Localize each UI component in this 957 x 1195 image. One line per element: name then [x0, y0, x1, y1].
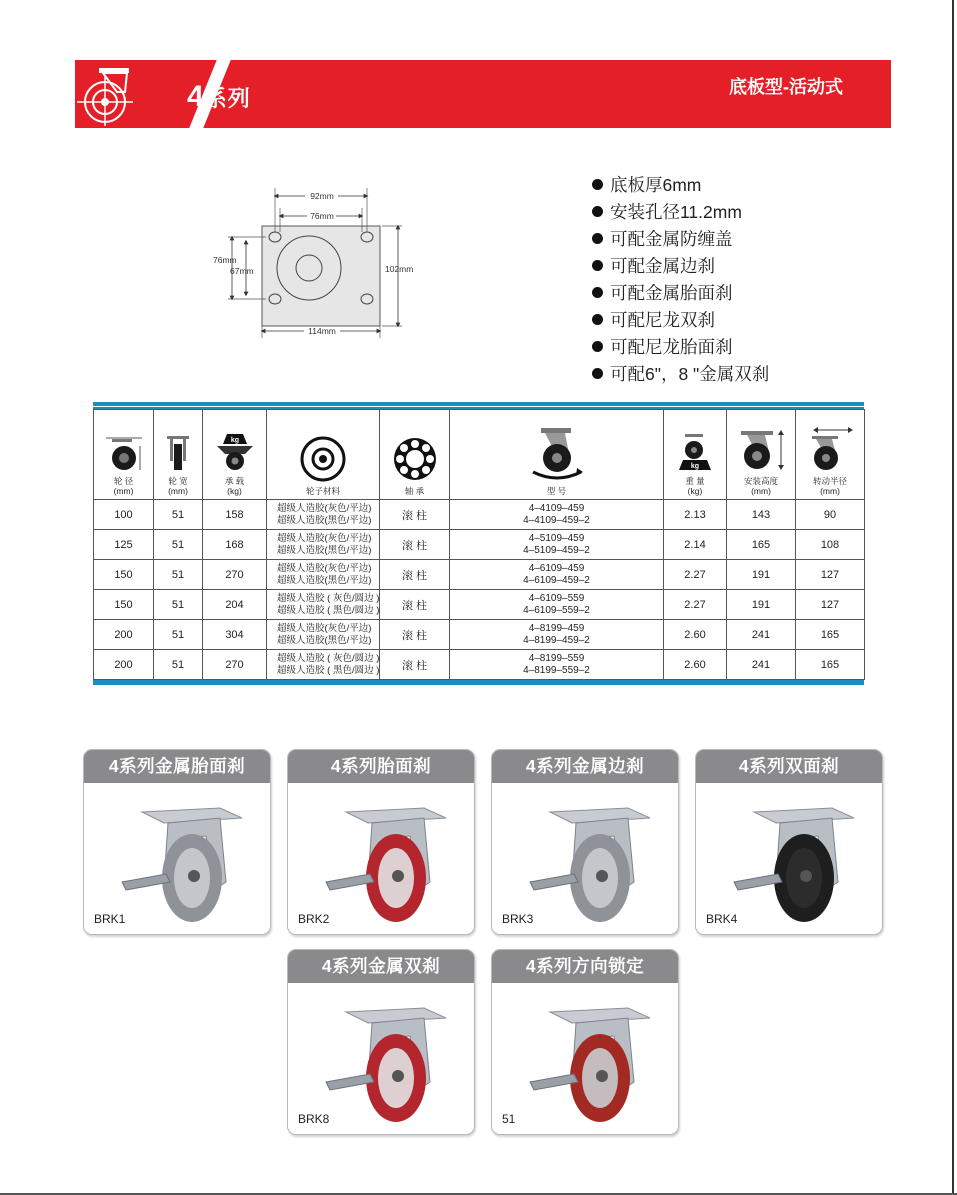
feature-item	[592, 361, 769, 388]
axle-nut-shape	[188, 870, 200, 882]
feature-item	[592, 307, 769, 334]
cell-load: 270	[203, 650, 267, 680]
model-number: 4–8199–459	[528, 622, 585, 634]
top-plate-shape	[262, 226, 380, 326]
product-code: BRK1	[94, 912, 126, 926]
cell-width: 51	[154, 560, 203, 590]
axle-nut-shape	[392, 1070, 404, 1082]
cell-bearing: 滚 柱	[380, 620, 450, 650]
cell-load: 304	[203, 620, 267, 650]
bullet-icon	[592, 233, 603, 244]
material-line: 超级人造胶(灰色/平边)	[277, 532, 372, 544]
cell-diameter: 150	[94, 560, 154, 590]
top-plate-dimension-diagram	[212, 180, 427, 342]
material-line: 超级人造胶(灰色/平边)	[277, 622, 372, 634]
feature-text: 可配尼龙胎面刹	[610, 337, 733, 357]
cell-height: 143	[727, 500, 796, 530]
cell-bearing: 滚 柱	[380, 560, 450, 590]
caster-with-brake-photo	[306, 790, 466, 930]
material-line: 超级人造胶(灰色/平边)	[277, 562, 372, 574]
series-title	[187, 77, 251, 119]
cell-bearing: 滚 柱	[380, 530, 450, 560]
page-edge-right	[952, 0, 954, 1195]
cell-bearing: 滚 柱	[380, 650, 450, 680]
mounting-height-icon	[735, 428, 787, 472]
cell-model	[450, 560, 664, 590]
cell-weight: 2.14	[664, 530, 727, 560]
feature-text: 可配金属胎面刹	[610, 283, 733, 303]
cell-radius: 165	[796, 620, 865, 650]
feature-item	[592, 226, 769, 253]
table-top-rule	[93, 402, 864, 406]
product-card[interactable]	[491, 749, 679, 935]
cell-weight: 2.13	[664, 500, 727, 530]
cell-model	[450, 500, 664, 530]
bullet-icon	[592, 314, 603, 325]
swivel-radius-icon	[804, 426, 856, 472]
model-number: 4–8199–559–2	[523, 664, 590, 676]
cell-bearing: 滚 柱	[380, 500, 450, 530]
model-number: 4–8199–459–2	[523, 634, 590, 646]
bullet-icon	[592, 179, 603, 190]
header-diameter	[94, 410, 154, 500]
cell-load: 158	[203, 500, 267, 530]
header-radius	[796, 410, 865, 500]
feature-text: 可配金属边刹	[610, 256, 715, 276]
cell-height: 191	[727, 590, 796, 620]
axle-nut-shape	[596, 870, 608, 882]
caster-with-brake-photo	[306, 990, 466, 1130]
header-weight-unit: (kg)	[687, 486, 703, 496]
table-row	[94, 560, 865, 590]
axle-nut-shape	[392, 870, 404, 882]
cell-radius: 127	[796, 560, 865, 590]
wheel-width-icon	[162, 432, 194, 472]
model-number: 4–6109–559–2	[523, 604, 590, 616]
header-load	[203, 410, 267, 500]
material-line: 超级人造胶 ( 灰色/圆边 )	[277, 592, 380, 604]
dim-76mm-horizontal: 76mm	[310, 211, 334, 221]
cell-radius: 127	[796, 590, 865, 620]
cell-load: 204	[203, 590, 267, 620]
table-row	[94, 620, 865, 650]
product-card[interactable]	[287, 749, 475, 935]
header-width-label: 轮 宽	[168, 476, 188, 486]
feature-item	[592, 253, 769, 280]
model-number: 4–5109–459–2	[523, 544, 590, 556]
cell-diameter: 125	[94, 530, 154, 560]
product-title: 4系列双面刹	[696, 750, 882, 783]
cell-material	[267, 620, 380, 650]
product-code: BRK4	[706, 912, 738, 926]
caster-with-brake-photo	[714, 790, 874, 930]
cell-width: 51	[154, 620, 203, 650]
cell-height: 241	[727, 650, 796, 680]
product-title: 4系列金属边刹	[492, 750, 678, 783]
product-card[interactable]	[287, 949, 475, 1135]
table-bottom-rule	[93, 680, 864, 685]
caster-logo-icon	[77, 62, 141, 126]
caster-weight-icon	[675, 432, 715, 472]
cell-width: 51	[154, 590, 203, 620]
header-height-unit: (mm)	[751, 486, 771, 496]
feature-text: 可配金属防缠盖	[610, 229, 733, 249]
bullet-icon	[592, 368, 603, 379]
cell-diameter: 150	[94, 590, 154, 620]
series-suffix: 系列	[204, 86, 251, 111]
series-number: 4	[187, 80, 205, 113]
dim-67mm: 67mm	[230, 266, 254, 276]
header-material	[267, 410, 380, 500]
dim-76mm-vertical: 76mm	[213, 255, 237, 265]
cell-model	[450, 620, 664, 650]
material-line: 超级人造胶(黑色/平边)	[277, 514, 372, 526]
cell-radius: 108	[796, 530, 865, 560]
header-radius-label: 转动半径	[812, 476, 847, 486]
product-card[interactable]	[695, 749, 883, 935]
header-load-unit: (kg)	[227, 486, 242, 496]
feature-item	[592, 280, 769, 307]
product-code: BRK8	[298, 1112, 330, 1126]
table-row	[94, 530, 865, 560]
cell-material	[267, 530, 380, 560]
header-model	[450, 410, 664, 500]
dim-92mm: 92mm	[310, 191, 334, 201]
table-row	[94, 650, 865, 680]
material-line: 超级人造胶(黑色/平边)	[277, 634, 372, 646]
feature-list	[592, 172, 769, 388]
product-code: BRK2	[298, 912, 330, 926]
cell-weight: 2.27	[664, 560, 727, 590]
cell-height: 165	[727, 530, 796, 560]
header-weight	[664, 410, 727, 500]
caster-with-brake-photo	[102, 790, 262, 930]
header-diameter-label: 轮 径	[113, 476, 134, 486]
header-radius-unit: (mm)	[820, 486, 840, 496]
model-number: 4–8199–559	[528, 652, 585, 664]
header-width-unit: (mm)	[168, 486, 188, 496]
cell-weight: 2.27	[664, 590, 727, 620]
bullet-icon	[592, 287, 603, 298]
header-diameter-unit: (mm)	[113, 486, 134, 496]
product-card[interactable]	[83, 749, 271, 935]
feature-text: 可配尼龙双刹	[610, 310, 715, 330]
product-title: 4系列金属胎面刹	[84, 750, 270, 783]
header-width	[154, 410, 203, 500]
header-weight-label: 重 量	[685, 476, 705, 486]
header-model-label: 型 号	[546, 486, 567, 496]
cell-radius: 165	[796, 650, 865, 680]
axle-nut-shape	[596, 1070, 608, 1082]
cell-height: 241	[727, 620, 796, 650]
feature-text: 可配6"，8 "金属双刹	[610, 364, 770, 384]
cell-model	[450, 590, 664, 620]
weight-kg-label: kg	[690, 463, 700, 470]
feature-item	[592, 199, 769, 226]
cell-material	[267, 560, 380, 590]
bullet-icon	[592, 260, 603, 271]
cell-diameter: 200	[94, 650, 154, 680]
cell-load: 168	[203, 530, 267, 560]
header-material-label: 轮子材料	[305, 486, 340, 496]
wheel-material-icon	[300, 436, 346, 482]
model-number: 4–6109–459–2	[523, 574, 590, 586]
header-height-label: 安装高度	[743, 476, 778, 486]
feature-text: 安装孔径11.2mm	[610, 202, 742, 222]
roller-bearing-icon	[392, 436, 438, 482]
cell-material	[267, 500, 380, 530]
spec-table-container	[93, 402, 864, 685]
material-line: 超级人造胶(黑色/平边)	[277, 574, 372, 586]
feature-text: 底板厚6mm	[610, 175, 702, 195]
table-row	[94, 590, 865, 620]
material-line: 超级人造胶 ( 黑色/圆边 )	[277, 664, 380, 676]
cell-weight: 2.60	[664, 650, 727, 680]
cell-weight: 2.60	[664, 620, 727, 650]
model-number: 4–6109–459	[528, 562, 585, 574]
header-load-label: 承 载	[224, 476, 245, 486]
bullet-icon	[592, 341, 603, 352]
feature-item	[592, 334, 769, 361]
load-kg-label: kg	[230, 437, 239, 444]
caster-with-brake-photo	[510, 790, 670, 930]
caster-with-lock-photo	[510, 990, 670, 1130]
cell-material	[267, 590, 380, 620]
material-line: 超级人造胶 ( 灰色/圆边 )	[277, 652, 380, 664]
axle-nut-shape	[800, 870, 812, 882]
bullet-icon	[592, 206, 603, 217]
table-header-row	[94, 410, 865, 500]
cell-model	[450, 650, 664, 680]
material-line: 超级人造胶(灰色/平边)	[277, 502, 372, 514]
product-code: 51	[502, 1112, 516, 1126]
spec-table	[93, 409, 865, 680]
mount-type-label: 底板型-活动式	[729, 77, 843, 97]
header-bearing-label: 轴 承	[404, 486, 425, 496]
cell-width: 51	[154, 650, 203, 680]
dim-102mm: 102mm	[385, 264, 414, 274]
table-row	[94, 500, 865, 530]
header-bearing	[380, 410, 450, 500]
cell-material	[267, 650, 380, 680]
cell-diameter: 200	[94, 620, 154, 650]
cell-height: 191	[727, 560, 796, 590]
load-weight-icon	[211, 432, 259, 472]
cell-bearing: 滚 柱	[380, 590, 450, 620]
cell-load: 270	[203, 560, 267, 590]
series-header-banner	[75, 60, 891, 128]
cell-width: 51	[154, 500, 203, 530]
product-code: BRK3	[502, 912, 534, 926]
model-number: 4–4109–459	[528, 502, 585, 514]
cell-radius: 90	[796, 500, 865, 530]
spec-table-body	[94, 500, 865, 680]
product-title: 4系列胎面刹	[288, 750, 474, 783]
product-title: 4系列方向锁定	[492, 950, 678, 983]
cell-model	[450, 530, 664, 560]
swivel-caster-icon	[527, 426, 587, 482]
product-title: 4系列金属双刹	[288, 950, 474, 983]
material-line: 超级人造胶 ( 黑色/圆边 )	[277, 604, 380, 616]
cell-diameter: 100	[94, 500, 154, 530]
model-number: 4–4109–459–2	[523, 514, 590, 526]
dim-114mm: 114mm	[308, 326, 336, 336]
material-line: 超级人造胶(黑色/平边)	[277, 544, 372, 556]
model-number: 4–5109–459	[528, 532, 585, 544]
model-number: 4–6109–559	[528, 592, 585, 604]
feature-item	[592, 172, 769, 199]
wheel-diameter-icon	[104, 432, 144, 472]
header-height	[727, 410, 796, 500]
cell-width: 51	[154, 530, 203, 560]
product-card[interactable]	[491, 949, 679, 1135]
